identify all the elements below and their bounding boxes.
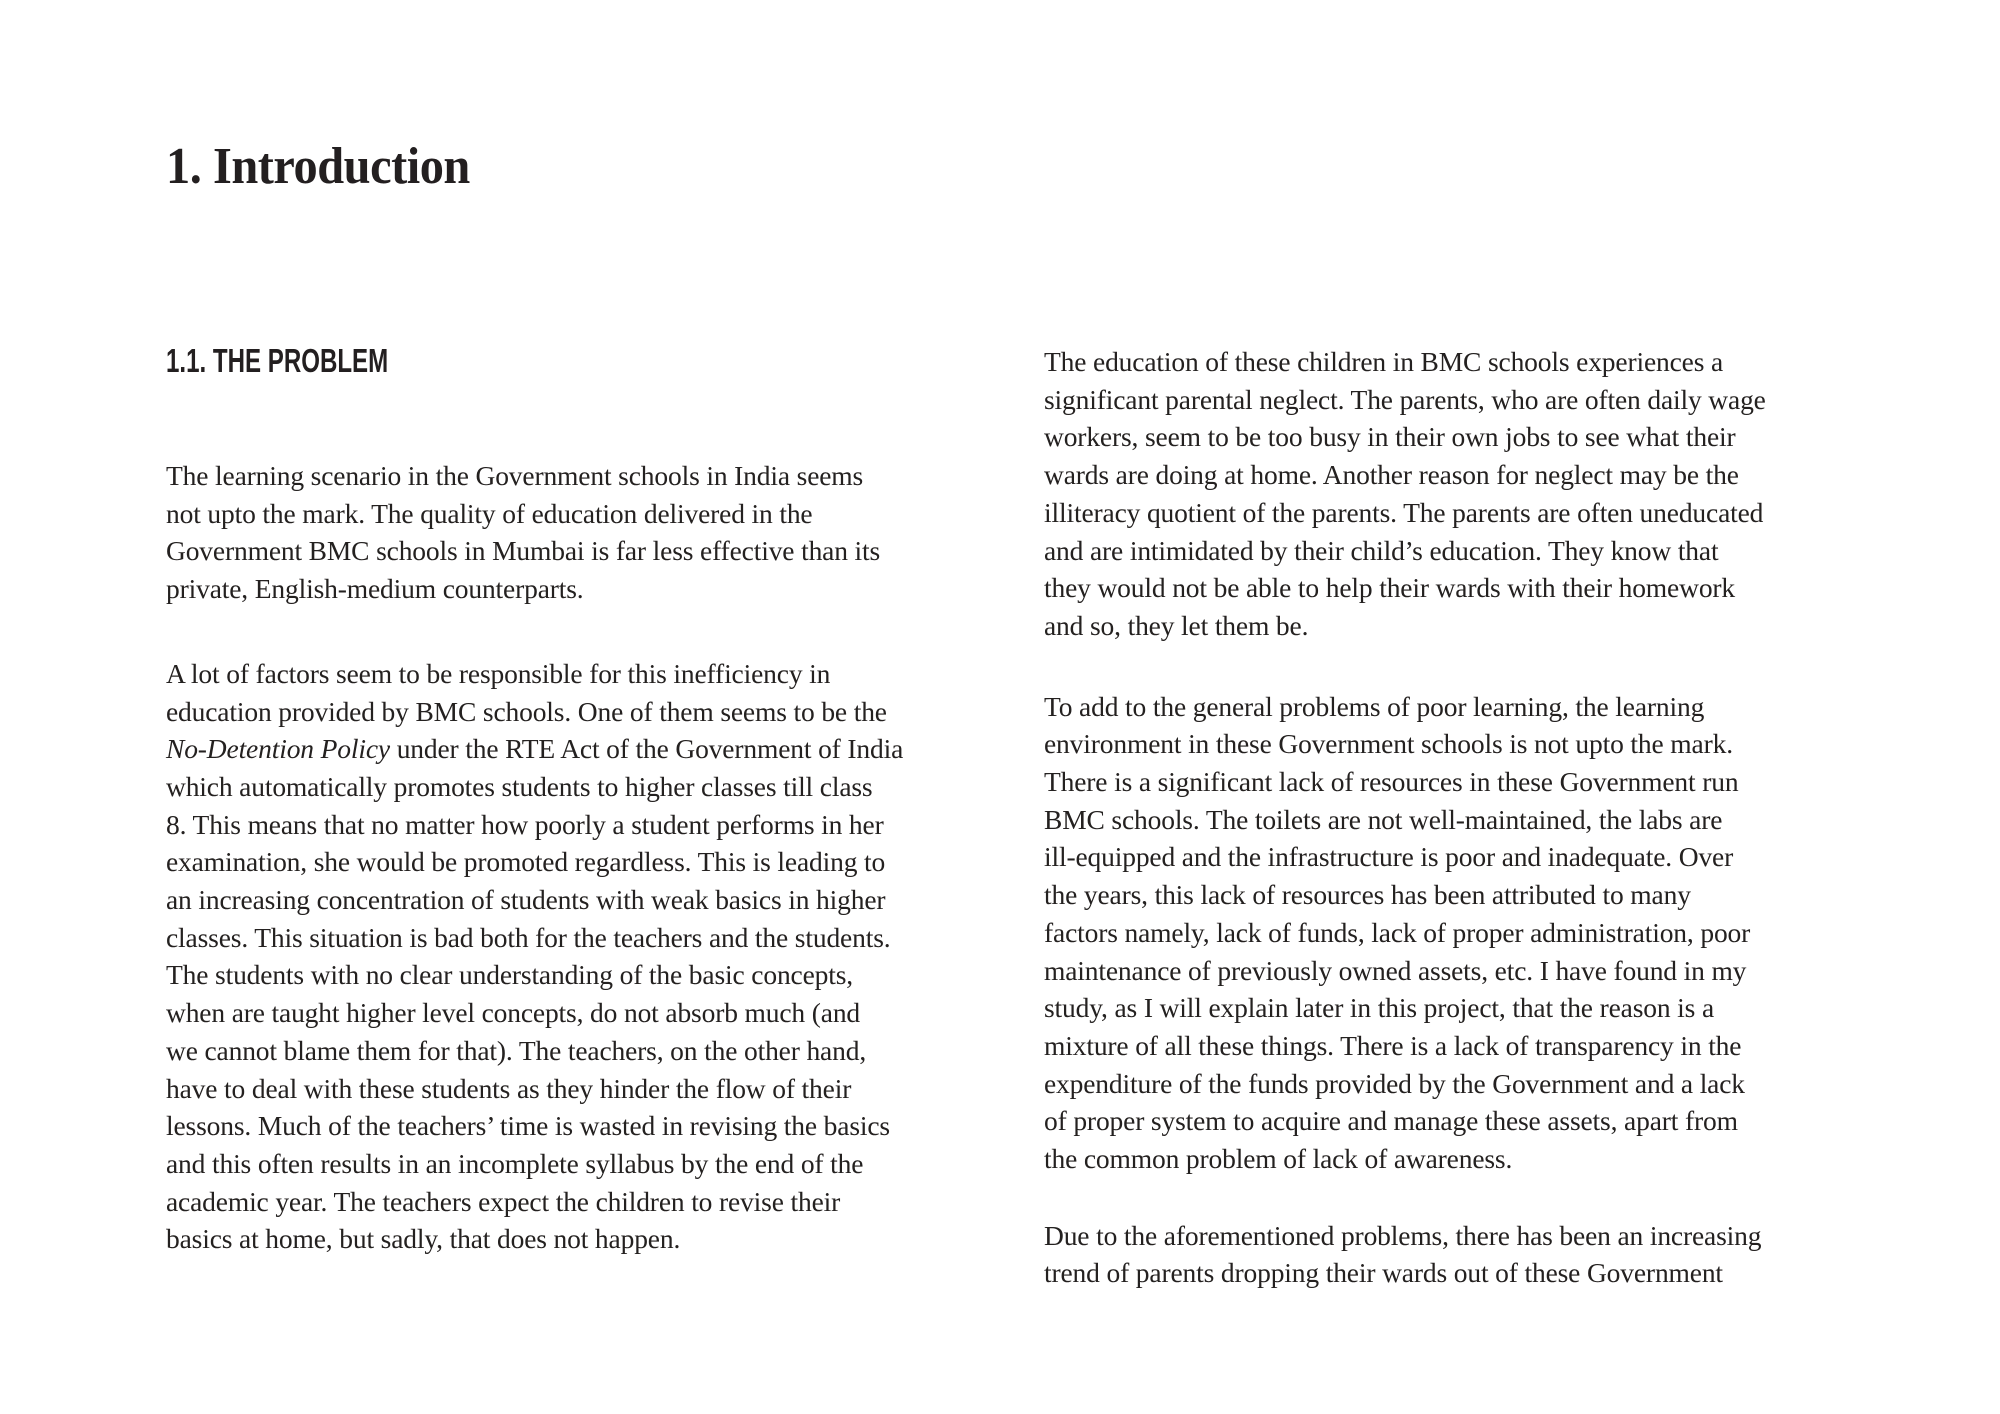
text-line: when are taught higher level concepts, do not absorb much (and [166,997,861,1029]
text-line: Due to the aforementioned problems, there has been an increasing [1044,1219,1762,1251]
section-heading: 1. Introduction [166,138,470,195]
text-line: significant parental neglect. The parents, who are often daily wage [1044,383,1766,415]
text-line: lessons. Much of the teachers’ time is wasted in revising the basics [166,1110,890,1142]
text-line: the common problem of lack of awareness. [1044,1143,1513,1175]
text-line: There is a significant lack of resources in these Government run [1044,766,1739,798]
text-line: an increasing concentration of students with weak basics in higher [166,884,886,916]
text-line: wards are doing at home. Another reason for neglect may be the [1044,459,1739,491]
text-line: study, as I will explain later in this project, that the reason is a [1044,992,1714,1024]
text-line [166,730,1066,768]
text-line: 8. This means that no matter how poorly a student performs in her [166,808,884,840]
text-line: we cannot blame them for that). The teachers, on the other hand, [166,1034,867,1066]
paragraph [166,457,1066,608]
text-line: trend of parents dropping their wards out of these Government [1044,1257,1723,1289]
paragraph [1044,688,1944,1178]
text-line: they would not be able to help their wards with their homework [1044,572,1736,604]
text-line: ill-equipped and the infrastructure is poor and inadequate. Over [1044,841,1734,873]
text-line: A lot of factors seem to be responsible for this inefficiency in [166,657,831,689]
text-line: and so, they let them be. [1044,609,1309,641]
text-line: workers, seem to be too busy in their own jobs to see what their [1044,421,1736,453]
text-line: education provided by BMC schools. One of them seems to be the [166,695,887,727]
text-line: factors namely, lack of funds, lack of proper administration, poor [1044,916,1751,948]
text-line: academic year. The teachers expect the children to revise their [166,1185,841,1217]
text-line: not upto the mark. The quality of education delivered in the [166,497,813,529]
text-line: have to deal with these students as they hinder the flow of their [166,1072,852,1104]
text-line: BMC schools. The toilets are not well-maintained, the labs are [1044,803,1723,835]
paragraph [1044,1217,1944,1292]
text-line: basics at home, but sadly, that does not happen. [166,1223,681,1255]
text-line: expenditure of the funds provided by the Government and a lack [1044,1067,1745,1099]
text-line: The education of these children in BMC schools experiences a [1044,346,1724,377]
text-line: mixture of all these things. There is a lack of transparency in the [1044,1029,1742,1061]
text-line: and are intimidated by their child’s education. They know that [1044,534,1719,566]
text-line: which automatically promotes students to higher classes till class [166,770,873,802]
text-line: To add to the general problems of poor learning, the learning [1044,690,1705,722]
text-line: Government BMC schools in Mumbai is far less effective than its [166,535,881,567]
text-line: examination, she would be promoted regardless. This is leading to [166,846,886,878]
paragraph [166,655,1066,1258]
text-line: private, English-medium counterparts. [166,573,584,605]
text-segment: under the RTE Act of the Government of India [389,733,904,765]
text-line: of proper system to acquire and manage these assets, apart from [1044,1105,1738,1137]
text-line: and this often results in an incomplete syllabus by the end of the [166,1147,864,1179]
text-line: the years, this lack of resources has been attributed to many [1044,879,1691,911]
text-line: classes. This situation is bad both for the teachers and the students. [166,921,891,953]
paragraph [1044,343,1944,645]
text-line: The students with no clear understanding of the basic concepts, [166,959,854,991]
italic-phrase: No-Detention Policy [166,733,390,765]
text-line: environment in these Government schools is not upto the mark. [1044,728,1733,760]
text-line: illiteracy quotient of the parents. The parents are often uneducated [1044,496,1764,528]
right-column [1044,343,1944,1292]
left-column [166,457,1066,1258]
subsection-heading: 1.1. THE PROBLEM [166,342,389,379]
text-line: maintenance of previously owned assets, etc. I have found in my [1044,954,1747,986]
text-line: The learning scenario in the Government schools in India seems [166,460,864,491]
